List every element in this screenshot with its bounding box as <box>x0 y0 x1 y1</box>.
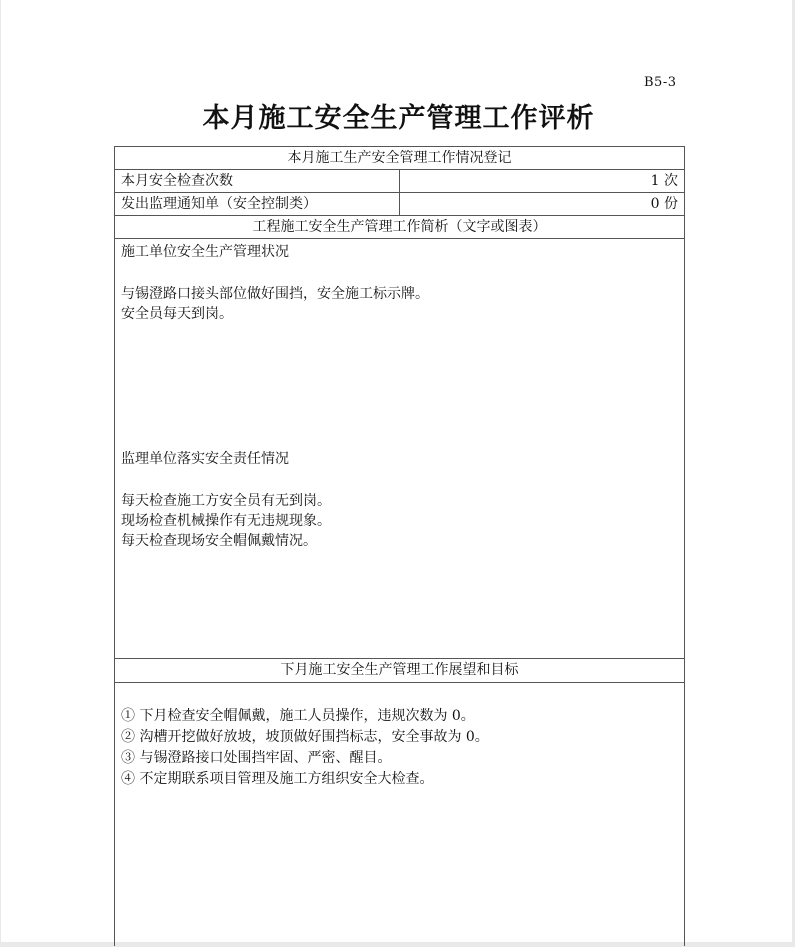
analysis-body <box>115 239 684 659</box>
inspection-count-value: 1 次 <box>650 173 678 189</box>
supervisor-heading: 监理单位落实安全责任情况 <box>121 451 289 467</box>
notice-count-label: 发出监理通知单（安全控制类） <box>115 193 400 215</box>
supervisor-line: 每天检查施工方安全员有无到岗。 <box>121 493 331 509</box>
analysis-header: 工程施工安全生产管理工作简析（文字或图表） <box>115 216 684 239</box>
supervisor-line: 现场检查机械操作有无违规现象。 <box>121 513 331 529</box>
inspection-count-row <box>115 170 684 193</box>
supervisor-line: 每天检查现场安全帽佩戴情况。 <box>121 533 317 549</box>
goal-item: ④ 不定期联系项目管理及施工方组织安全大检查。 <box>121 771 434 787</box>
goal-item: ② 沟槽开挖做好放坡，坡顶做好围挡标志，安全事故为 0。 <box>121 729 489 745</box>
contractor-heading: 施工单位安全生产管理状况 <box>121 244 289 260</box>
notice-count-row <box>115 193 684 216</box>
inspection-count-label: 本月安全检查次数 <box>115 170 400 192</box>
next-month-body <box>115 683 684 947</box>
notice-count-value: 0 份 <box>650 196 678 212</box>
goal-item: ③ 与锡澄路接口处围挡牢固、严密、醒目。 <box>121 750 392 766</box>
next-month-header: 下月施工安全生产管理工作展望和目标 <box>115 659 684 683</box>
registration-header: 本月施工生产安全管理工作情况登记 <box>115 147 684 170</box>
report-table <box>114 146 685 946</box>
goal-item: ① 下月检查安全帽佩戴，施工人员操作，违规次数为 0。 <box>121 708 475 724</box>
page-title: 本月施工安全生产管理工作评析 <box>202 103 595 134</box>
contractor-line: 安全员每天到岗。 <box>121 306 233 322</box>
document-code: B5-3 <box>644 75 677 90</box>
document-page <box>1 0 792 942</box>
contractor-line: 与锡澄路口接头部位做好围挡，安全施工标示牌。 <box>121 286 429 302</box>
